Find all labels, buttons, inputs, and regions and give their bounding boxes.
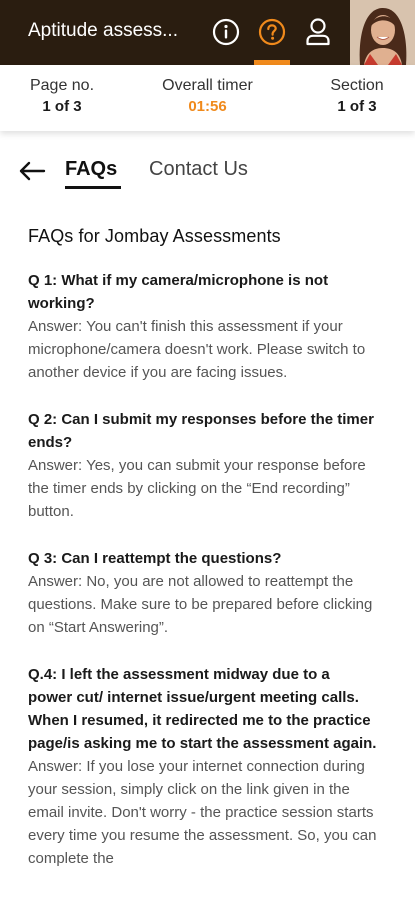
faq-question: Q 1: What if my camera/microphone is not working? bbox=[28, 272, 329, 312]
section-value: 1 of 3 bbox=[337, 98, 377, 115]
page-number bbox=[28, 77, 96, 115]
faq-content bbox=[28, 226, 378, 894]
assessment-title: Aptitude assess... bbox=[28, 20, 178, 41]
tab-faqs-underline bbox=[65, 186, 121, 189]
overall-timer bbox=[150, 77, 265, 115]
profile-button[interactable] bbox=[303, 17, 333, 47]
page-number-label: Page no. bbox=[29, 77, 95, 94]
assessment-status-bar bbox=[0, 65, 415, 131]
info-icon bbox=[212, 18, 240, 46]
faq-answer: Answer: No, you are not allowed to reattempt the questions. Make sure to be prepared before clicking on “Start Answering”. bbox=[28, 573, 373, 636]
help-icon bbox=[258, 18, 286, 46]
faq-item bbox=[28, 663, 378, 870]
faq-answer: Answer: You can't finish this assessment if your microphone/camera doesn't work. Please switch to another device if you are facing issues. bbox=[28, 318, 366, 381]
section-label: Section bbox=[330, 77, 384, 94]
help-button[interactable] bbox=[257, 17, 287, 47]
help-tabs bbox=[0, 150, 415, 195]
page-number-value: 1 of 3 bbox=[42, 98, 82, 115]
faq-answer: Answer: If you lose your internet connection during your session, simply click on the link given in the email invite. Don't worry - the practice session starts every time you resume the assessment. So, you can complete the bbox=[28, 758, 377, 867]
faq-question: Q 2: Can I submit my responses before the timer ends? bbox=[28, 411, 374, 451]
faq-answer: Answer: Yes, you can submit your response before the timer ends by clicking on the “End recording” button. bbox=[28, 457, 366, 520]
back-arrow-icon bbox=[18, 160, 46, 182]
faq-question: Q.4: I left the assessment midway due to a power cut/ internet issue/urgent meeting calls. When I resumed, it redirected me to the practice page/is asking me to start the assessment again. bbox=[28, 666, 377, 752]
faq-item bbox=[28, 408, 378, 523]
tab-faqs[interactable]: FAQs bbox=[65, 158, 118, 180]
tab-contact-us[interactable]: Contact Us bbox=[149, 158, 248, 180]
back-button[interactable] bbox=[18, 160, 46, 182]
top-app-bar bbox=[0, 0, 415, 65]
faq-item bbox=[28, 269, 378, 384]
faq-item bbox=[28, 547, 378, 639]
overall-timer-value: 01:56 bbox=[188, 98, 227, 115]
faq-heading: FAQs for Jombay Assessments bbox=[28, 226, 281, 246]
user-photo-icon bbox=[350, 0, 415, 65]
info-button[interactable] bbox=[211, 17, 241, 47]
avatar[interactable] bbox=[350, 0, 415, 65]
overall-timer-label: Overall timer bbox=[162, 77, 253, 94]
faq-question: Q 3: Can I reattempt the questions? bbox=[28, 550, 282, 567]
section-number bbox=[324, 77, 390, 115]
user-icon bbox=[304, 17, 332, 47]
